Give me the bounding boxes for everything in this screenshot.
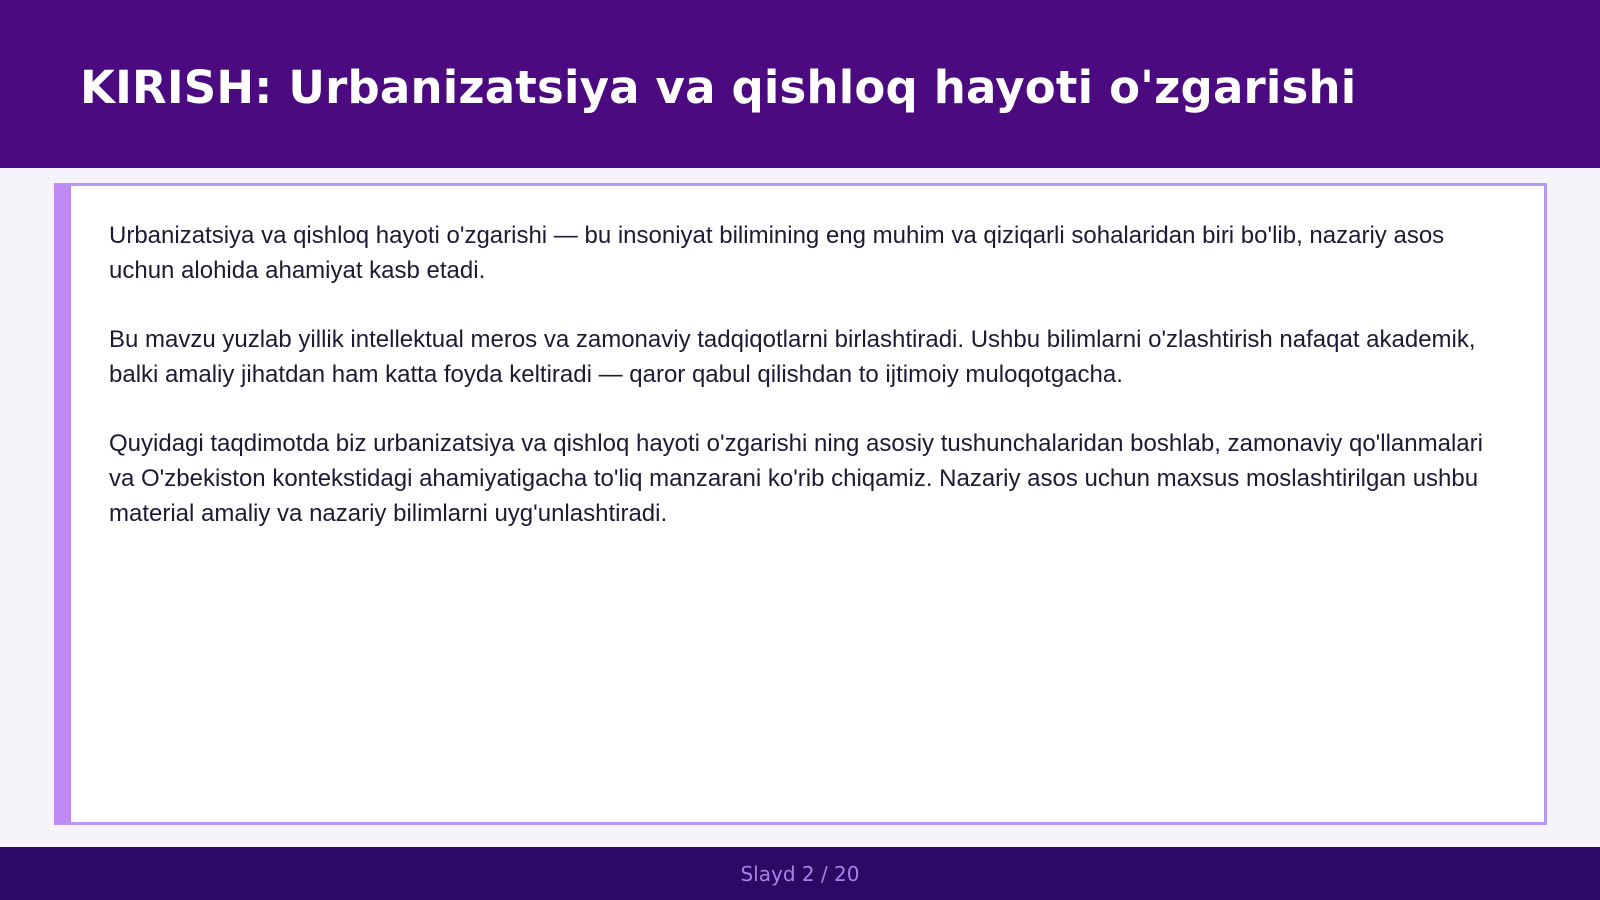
- slide-counter: Slayd 2 / 20: [740, 862, 860, 886]
- slide-title: KIRISH: Urbanizatsiya va qishloq hayoti o'zgarishi: [80, 61, 1357, 114]
- paragraph-overview: Quyidagi taqdimotda biz urbanizatsiya va qishloq hayoti o'zgarishi ning asosiy tushunchalaridan boshlab, zamonaviy qo'llanmalari va O'zbekiston kontekstidagi ahamiyatigacha to'liq manzarani ko'rib chiqamiz. Nazariy asos uchun maxsus moslashtirilgan ushbu material amaliy va nazariy bilimlarni uyg'unlashtiradi.: [109, 430, 1483, 527]
- paragraph-heritage: Bu mavzu yuzlab yillik intellektual meros va zamonaviy tadqiqotlarni birlashtiradi. Ushbu bilimlarni o'zlashtirish nafaqat akademik, balki amaliy jihatdan ham katta foyda keltiradi — qaror qabul qilishdan to ijtimoiy muloqotgacha.: [109, 326, 1476, 388]
- paragraph-intro: Urbanizatsiya va qishloq hayoti o'zgarishi — bu insoniyat bilimining eng muhim va qiziqarli sohalaridan biri bo'lib, nazariy asos uchun alohida ahamiyat kasb etadi.: [109, 222, 1445, 284]
- slide-header: [0, 0, 1600, 168]
- slide-footer: [0, 847, 1600, 900]
- content-text: [109, 218, 1509, 565]
- content-card: [54, 183, 1547, 825]
